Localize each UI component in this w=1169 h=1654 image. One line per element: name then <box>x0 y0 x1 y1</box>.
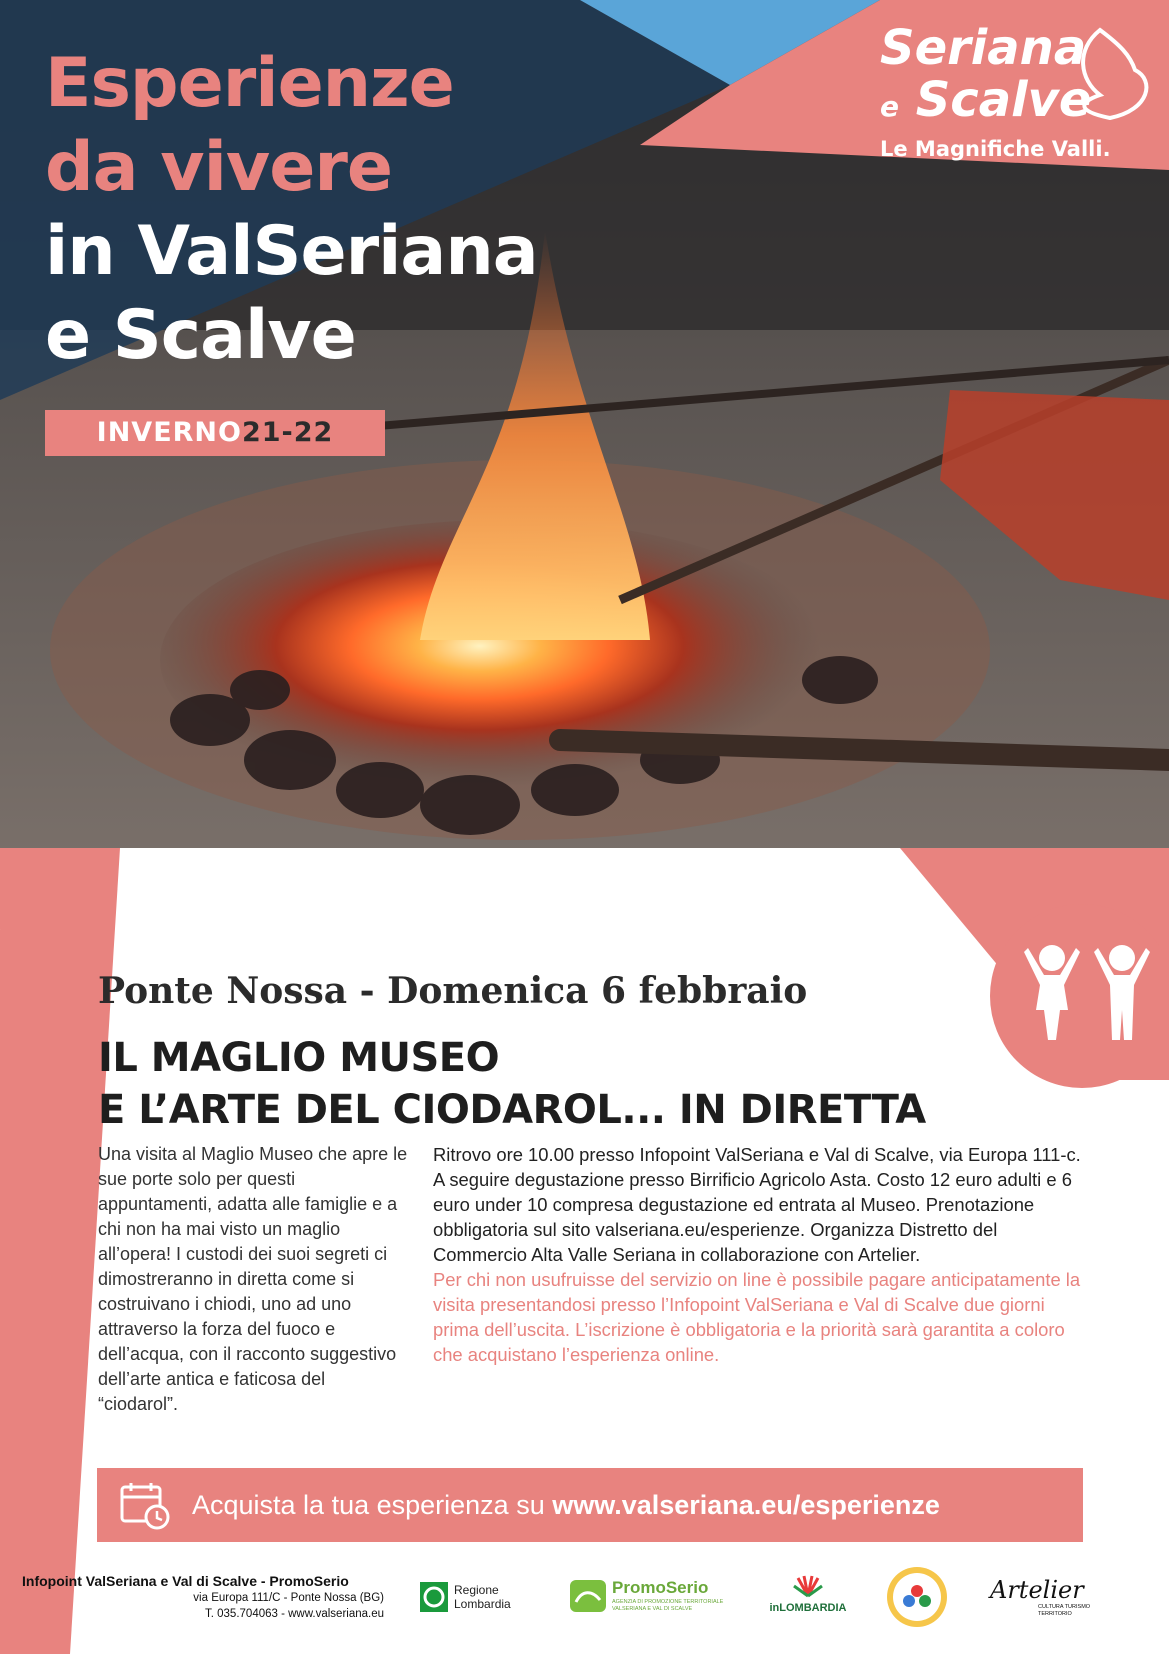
headline-line-1: Esperienze <box>45 44 454 123</box>
inlombardia-text: inLOMBARDIA <box>769 1602 847 1614</box>
event-note: Per chi non usufruisse del servizio on line è possibile pagare anticipatamente la visita presentandosi presso l’Infopoint ValSeriana e Val di Scalve due giorni prima dell’uscita. L’iscrizione è obbligatoria e la priorità sarà garantita a coloro che acquistano l’esperienza online. <box>433 1269 1081 1365</box>
event-description: Una visita al Maglio Museo che apre le sue porte solo per questi appuntamenti, adatta alle famiglie e a chi non ha mai visto un maglio all’opera! I custodi dei suoi segreti ci dimostreranno in diretta come si costruivano i chiodi, uno ad uno attraverso la forza del fuoco e dell’acqua, con il racconto suggestivo dell’arte antica e faticosa del “ciodarol”. <box>98 1144 408 1414</box>
footer-phone-web: T. 035.704063 - www.valseriana.eu <box>205 1608 384 1620</box>
promoserio-logo <box>570 1578 730 1618</box>
footer-name: Infopoint ValSeriana e Val di Scalve - PromoSerio <box>22 1573 349 1589</box>
inlombardia-icon <box>792 1574 824 1598</box>
event-title <box>98 1032 926 1136</box>
banner-url-link[interactable]: www.valseriana.eu/esperienze <box>552 1490 940 1520</box>
promoserio-subtitle: AGENZIA DI PROMOZIONE TERRITORIALE VALSERIANA E VAL DI SCALVE <box>612 1599 724 1612</box>
brand-name-bottom: Scalve <box>915 72 1092 128</box>
event-details: Ritrovo ore 10.00 presso Infopoint ValSeriana e Val di Scalve, via Europa 111-c. A seguire degustazione presso Birrificio Agricolo Asta. Costo 12 euro adulti e 6 euro under 10 compresa degustazione ed entrata al Museo. Prenotazione obbligatoria sul sito valseriana.eu/esperienze. Organizza Distretto del Commercio Alta Valle Seriana in collaborazione con Artelier. <box>433 1144 1081 1265</box>
regione-lombardia-text: Regione Lombardia <box>454 1583 511 1611</box>
regione-lombardia-logo <box>420 1580 532 1616</box>
calendar-clock-icon <box>119 1481 171 1531</box>
event-title-line-2: E L’ARTE DEL CIODAROL... IN DIRETTA <box>98 1087 926 1133</box>
season-label: INVERNO <box>96 417 242 448</box>
banner-text <box>192 1468 940 1542</box>
brand-logo <box>880 22 1160 161</box>
artelier-name: Artelier <box>990 1576 1084 1604</box>
artelier-subtitle: CULTURA TURISMO TERRITORIO <box>1038 1604 1091 1617</box>
distretto-commercio-seal-icon <box>885 1565 949 1629</box>
footer-contact <box>22 1572 384 1622</box>
brand-tagline: Le Magnifiche Valli. <box>880 137 1111 161</box>
inlombardia-logo <box>760 1574 856 1622</box>
artelier-logo <box>990 1576 1100 1620</box>
event-location-date: Ponte Nossa - Domenica 6 febbraio <box>98 970 808 1012</box>
purchase-banner[interactable] <box>97 1468 1083 1542</box>
season-badge <box>45 410 385 456</box>
event-title-line-1: IL MAGLIO MUSEO <box>98 1035 500 1081</box>
headline <box>45 42 538 378</box>
brand-name-top: Seriana <box>880 20 1087 76</box>
headline-line-4: e Scalve <box>45 296 356 375</box>
season-years: 21-22 <box>241 417 334 448</box>
banner-label: Acquista la tua esperienza su <box>192 1490 553 1520</box>
promoserio-icon <box>570 1580 606 1612</box>
headline-line-3: in ValSeriana <box>45 212 538 291</box>
footer-address: via Europa 111/C - Ponte Nossa (BG) <box>193 1592 384 1604</box>
regione-lombardia-icon <box>420 1582 448 1612</box>
event-details-column <box>433 1142 1083 1367</box>
headline-line-2: da vivere <box>45 128 392 207</box>
promoserio-name: PromoSerio <box>612 1578 709 1597</box>
brand-conj: e <box>880 90 899 123</box>
